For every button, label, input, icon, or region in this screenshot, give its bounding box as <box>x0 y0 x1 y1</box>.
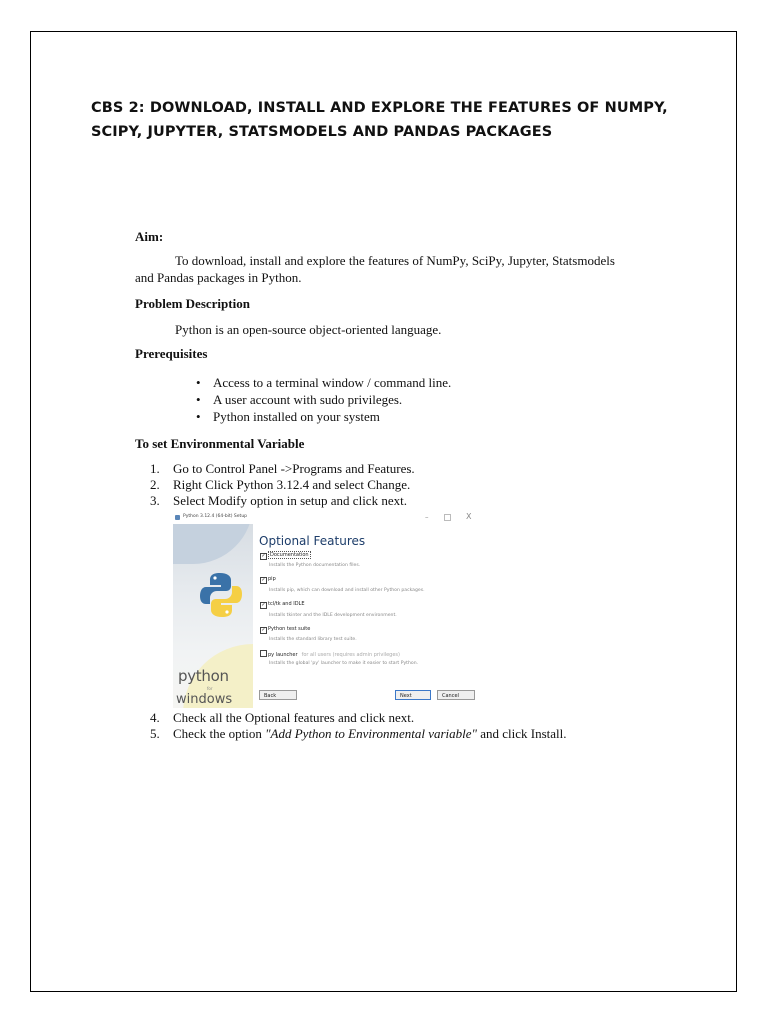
checkbox-checked-icon: ✓ <box>261 553 266 559</box>
python-logo-icon <box>199 572 243 618</box>
step-text: Check the option <box>173 726 266 741</box>
back-button: Back <box>259 690 297 700</box>
option-label: Python test suite <box>268 626 311 632</box>
dialog-titlebar <box>173 512 478 524</box>
optional-features-heading: Optional Features <box>259 534 366 548</box>
option-description: Installs the Python documentation files. <box>269 563 361 568</box>
for-wordmark: for <box>207 686 213 691</box>
option-label: tcl/tk and IDLE <box>268 601 305 607</box>
list-item <box>150 461 415 477</box>
option-description: Installs tkinter and the IDLE development environment. <box>269 613 397 618</box>
prerequisites-heading: Prerequisites <box>135 346 208 361</box>
option-label: py launcher <box>268 652 298 658</box>
problem-heading: Problem Description <box>135 296 250 311</box>
aim-heading: Aim: <box>135 229 164 244</box>
option-tcltk-idle <box>260 601 305 609</box>
option-inline-note: for all users (requires admin privileges) <box>301 652 400 658</box>
step-number: 5. <box>150 726 160 741</box>
option-description: Installs pip, which can download and install other Python packages. <box>269 588 425 593</box>
steps-list-2 <box>150 710 567 742</box>
list-item <box>150 726 567 742</box>
option-pip <box>260 576 276 584</box>
decorative-swoosh <box>173 524 253 564</box>
checkbox-checked-icon: ✓ <box>261 602 266 608</box>
step-text: Check all the Optional features and click next. <box>173 710 415 725</box>
step-text: Select Modify option in setup and click next. <box>173 493 407 508</box>
step-number: 4. <box>150 710 160 725</box>
dialog-window-title: Python 3.12.4 (64-bit) Setup <box>183 514 248 519</box>
list-item: • A user account with sudo privileges. <box>196 391 451 408</box>
option-documentation <box>260 552 311 560</box>
env-heading: To set Environmental Variable <box>135 436 305 451</box>
steps-list-1 <box>150 461 415 509</box>
option-description: Installs the standard library test suite. <box>269 637 357 642</box>
step-text-italic: "Add Python to Environmental variable" <box>265 726 477 741</box>
option-label: Documentation <box>270 552 309 558</box>
list-item: • Python installed on your system <box>196 408 451 425</box>
checkbox-checked-icon: ✓ <box>261 577 266 583</box>
minimize-icon: – <box>425 513 429 521</box>
option-label: pip <box>268 576 276 582</box>
close-icon: X <box>466 512 472 521</box>
checkbox-unchecked-icon <box>260 650 267 657</box>
step-number: 1. <box>150 461 160 476</box>
list-item: • Access to a terminal window / command line. <box>196 374 451 391</box>
list-item <box>150 477 415 493</box>
setup-dialog-screenshot <box>173 512 478 708</box>
option-test-suite <box>260 626 310 634</box>
option-py-launcher <box>260 650 400 658</box>
step-number: 3. <box>150 493 160 508</box>
cancel-button: Cancel <box>437 690 475 700</box>
prerequisites-list <box>196 374 451 425</box>
next-button: Next <box>395 690 431 700</box>
step-text: and click Install. <box>476 726 567 741</box>
list-item <box>150 493 415 509</box>
step-number: 2. <box>150 477 160 492</box>
windows-wordmark: windows <box>176 692 233 707</box>
maximize-icon <box>444 514 451 521</box>
list-item <box>150 710 567 726</box>
python-app-icon <box>175 515 180 520</box>
problem-text: Python is an open-source object-oriented language. <box>175 322 442 337</box>
python-wordmark: python <box>178 667 229 685</box>
option-description: Installs the global 'py' launcher to make it easier to start Python. <box>269 661 419 666</box>
aim-line-2: and Pandas packages in Python. <box>135 270 302 285</box>
checkbox-checked-icon: ✓ <box>261 627 266 633</box>
aim-line-1: To download, install and explore the features of NumPy, SciPy, Jupyter, Statsmodels <box>175 253 615 268</box>
dialog-sidebar <box>173 524 253 708</box>
page-title: CBS 2: DOWNLOAD, INSTALL AND EXPLORE THE FEATURES OF NUMPY, SCIPY, JUPYTER, STATSMODELS AND PANDAS PACKAGES <box>91 100 668 140</box>
step-text: Go to Control Panel ->Programs and Features. <box>173 461 415 476</box>
step-text: Right Click Python 3.12.4 and select Change. <box>173 477 411 492</box>
